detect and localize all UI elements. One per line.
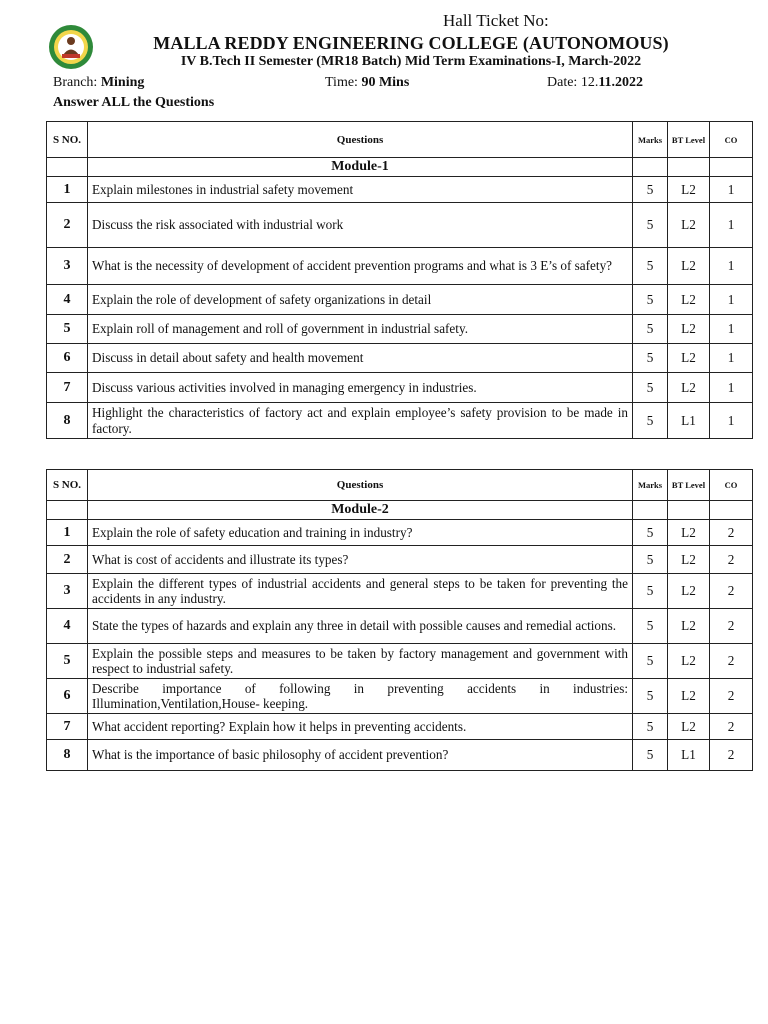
- question-marks: 5: [633, 344, 668, 373]
- col-co-header: CO: [710, 470, 753, 501]
- question-bt-level: L2: [668, 546, 710, 574]
- college-name: MALLA REDDY ENGINEERING COLLEGE (AUTONOMOUS): [153, 33, 669, 53]
- date-value: 11.2022: [598, 75, 644, 90]
- question-row: [47, 644, 753, 679]
- question-co: 2: [710, 520, 753, 546]
- question-co: 1: [710, 177, 753, 203]
- question-co: 1: [710, 248, 753, 285]
- question-marks: 5: [633, 373, 668, 403]
- col-marks-header: Marks: [633, 122, 668, 158]
- question-number: 2: [47, 203, 88, 248]
- question-bt-level: L1: [668, 740, 710, 771]
- question-row: [47, 285, 753, 315]
- question-row: [47, 373, 753, 403]
- question-text: Explain milestones in industrial safety movement: [88, 177, 633, 203]
- col-bt-level-header: BT Level: [668, 122, 710, 158]
- col-questions-header: Questions: [88, 122, 633, 158]
- question-marks: 5: [633, 609, 668, 644]
- question-text: Explain the possible steps and measures to be taken by factory management and government with respect to industrial safety.: [88, 644, 633, 679]
- question-row: [47, 315, 753, 344]
- question-bt-level: L2: [668, 679, 710, 714]
- question-row: [47, 177, 753, 203]
- module-1-table: [46, 121, 753, 439]
- question-bt-level: L1: [668, 403, 710, 439]
- question-row: [47, 679, 753, 714]
- question-bt-level: L2: [668, 344, 710, 373]
- question-bt-level: L2: [668, 574, 710, 609]
- question-text: What accident reporting? Explain how it helps in preventing accidents.: [88, 714, 633, 740]
- question-co: 2: [710, 740, 753, 771]
- question-number: 5: [47, 644, 88, 679]
- question-co: 2: [710, 546, 753, 574]
- question-row: [47, 344, 753, 373]
- question-number: 1: [47, 520, 88, 546]
- question-text: Explain roll of management and roll of government in industrial safety.: [88, 315, 633, 344]
- question-co: 1: [710, 285, 753, 315]
- module-empty-cell: [633, 501, 668, 520]
- question-row: [47, 609, 753, 644]
- question-marks: 5: [633, 574, 668, 609]
- question-number: 3: [47, 248, 88, 285]
- module-empty-cell: [633, 158, 668, 177]
- question-number: 6: [47, 344, 88, 373]
- question-bt-level: L2: [668, 520, 710, 546]
- question-marks: 5: [633, 248, 668, 285]
- exam-title: IV B.Tech II Semester (MR18 Batch) Mid Term Examinations-I, March-2022: [180, 54, 642, 69]
- col-questions-header: Questions: [88, 470, 633, 501]
- question-text: What is the importance of basic philosophy of accident prevention?: [88, 740, 633, 771]
- question-co: 2: [710, 679, 753, 714]
- question-text: Discuss in detail about safety and health movement: [88, 344, 633, 373]
- question-number: 4: [47, 609, 88, 644]
- question-co: 1: [710, 344, 753, 373]
- question-co: 1: [710, 373, 753, 403]
- question-bt-level: L2: [668, 315, 710, 344]
- module-row: [47, 501, 753, 520]
- question-marks: 5: [633, 203, 668, 248]
- question-marks: 5: [633, 644, 668, 679]
- question-text: Discuss the risk associated with industrial work: [88, 203, 633, 248]
- question-co: 1: [710, 203, 753, 248]
- hall-ticket-label: Hall Ticket No:: [443, 11, 549, 30]
- question-number: 5: [47, 315, 88, 344]
- question-bt-level: L2: [668, 609, 710, 644]
- question-marks: 5: [633, 714, 668, 740]
- question-row: [47, 520, 753, 546]
- question-marks: 5: [633, 403, 668, 439]
- question-marks: 5: [633, 285, 668, 315]
- question-text: Explain the different types of industrial accidents and general steps to be taken for preventing the accidents in any industry.: [88, 574, 633, 609]
- question-number: 2: [47, 546, 88, 574]
- question-text: Highlight the characteristics of factory act and explain employee’s safety provision to be made in factory.: [88, 403, 633, 439]
- question-text: Explain the role of development of safety organizations in detail: [88, 285, 633, 315]
- module-empty-cell: [668, 158, 710, 177]
- question-number: 8: [47, 740, 88, 771]
- header-row: [47, 470, 753, 501]
- question-co: 1: [710, 315, 753, 344]
- question-marks: 5: [633, 315, 668, 344]
- question-number: 7: [47, 373, 88, 403]
- question-row: [47, 203, 753, 248]
- question-bt-level: L2: [668, 373, 710, 403]
- question-text: What is the necessity of development of accident prevention programs and what is 3 E’s of safety?: [88, 248, 633, 285]
- question-co: 2: [710, 644, 753, 679]
- module-title: Module-2: [88, 501, 633, 520]
- question-text: Discuss various activities involved in managing emergency in industries.: [88, 373, 633, 403]
- module-title: Module-1: [88, 158, 633, 177]
- question-bt-level: L2: [668, 248, 710, 285]
- module-empty-cell: [668, 501, 710, 520]
- question-number: 6: [47, 679, 88, 714]
- branch-value: Mining: [100, 75, 145, 90]
- question-marks: 5: [633, 679, 668, 714]
- question-number: 8: [47, 403, 88, 439]
- module-empty-cell: [710, 501, 753, 520]
- instruction-text: Answer ALL the Questions: [53, 95, 215, 110]
- question-row: [47, 546, 753, 574]
- header-row: [47, 122, 753, 158]
- question-co: 2: [710, 609, 753, 644]
- question-number: 3: [47, 574, 88, 609]
- question-bt-level: L2: [668, 714, 710, 740]
- question-bt-level: L2: [668, 285, 710, 315]
- module-2-table: [46, 469, 753, 771]
- time-value: 90 Mins: [361, 75, 410, 90]
- question-text: Describe importance of following in preventing accidents in industries: Illumination,Ventilation,House- keeping.: [88, 679, 633, 714]
- col-marks-header: Marks: [633, 470, 668, 501]
- question-text: What is cost of accidents and illustrate its types?: [88, 546, 633, 574]
- question-marks: 5: [633, 177, 668, 203]
- question-number: 4: [47, 285, 88, 315]
- branch-info: Branch: Mining: [53, 75, 145, 90]
- question-co: 2: [710, 714, 753, 740]
- module-empty-cell: [47, 158, 88, 177]
- question-text: Explain the role of safety education and training in industry?: [88, 520, 633, 546]
- question-marks: 5: [633, 520, 668, 546]
- question-row: [47, 714, 753, 740]
- question-number: 7: [47, 714, 88, 740]
- question-row: [47, 574, 753, 609]
- col-bt-level-header: BT Level: [668, 470, 710, 501]
- question-marks: 5: [633, 740, 668, 771]
- date-info: Date: 12.11.2022: [547, 75, 644, 90]
- module-row: [47, 158, 753, 177]
- module-empty-cell: [710, 158, 753, 177]
- module-empty-cell: [47, 501, 88, 520]
- question-co: 1: [710, 403, 753, 439]
- question-number: 1: [47, 177, 88, 203]
- question-co: 2: [710, 574, 753, 609]
- question-bt-level: L2: [668, 177, 710, 203]
- question-text: State the types of hazards and explain any three in detail with possible causes and remedial actions.: [88, 609, 633, 644]
- question-row: [47, 403, 753, 439]
- col-co-header: CO: [710, 122, 753, 158]
- time-info: Time: 90 Mins: [325, 75, 410, 90]
- question-row: [47, 248, 753, 285]
- question-row: [47, 740, 753, 771]
- col-sno-header: S NO.: [47, 122, 88, 158]
- question-bt-level: L2: [668, 203, 710, 248]
- col-sno-header: S NO.: [47, 470, 88, 501]
- question-marks: 5: [633, 546, 668, 574]
- question-bt-level: L2: [668, 644, 710, 679]
